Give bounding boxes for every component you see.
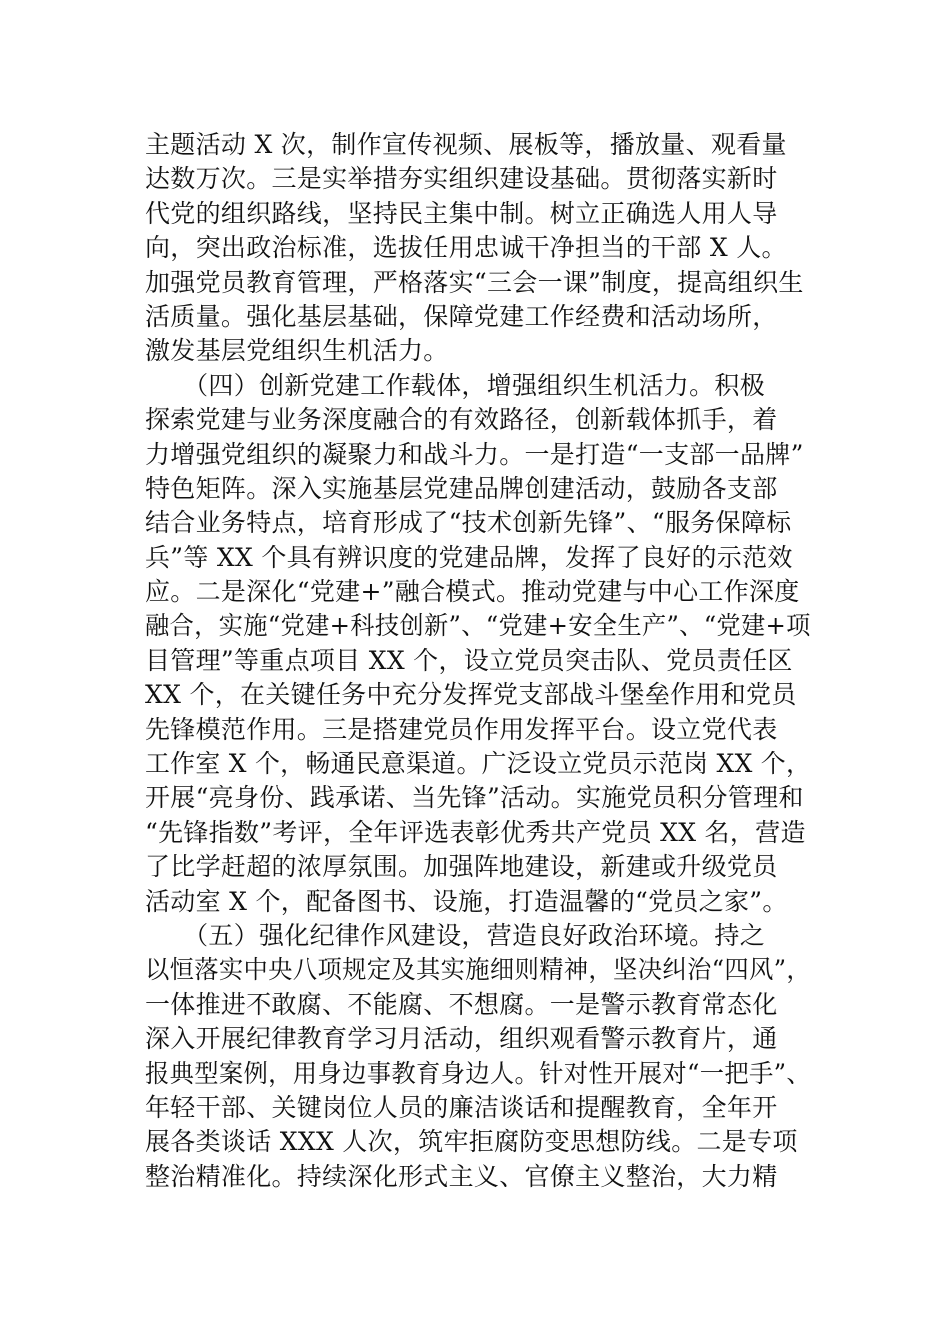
text-line: 达数万次。三是实举措夯实组织建设基础。贯彻落实新时 — [145, 164, 778, 194]
text-line: 激发基层党组织生机活力。 — [145, 336, 449, 366]
text-line: 目管理”等重点项目 XX 个，设立党员突击队、党员责任区 — [145, 645, 793, 675]
text-line: 活质量。强化基层基础，保障党建工作经费和活动场所， — [145, 301, 778, 331]
text-line: 报典型案例，用身边事教育身边人。针对性开展对“一把手”、 — [145, 1058, 811, 1088]
text-line: 探索党建与业务深度融合的有效路径，创新载体抓手，着 — [145, 405, 778, 435]
text-line: 主题活动 X 次，制作宣传视频、展板等，播放量、观看量 — [145, 130, 787, 159]
text-line: 活动室 X 个，配备图书、设施，打造温馨的“党员之家”。 — [145, 886, 788, 916]
text-line: 特色矩阵。深入实施基层党建品牌创建活动，鼓励各支部 — [145, 473, 778, 503]
text-line: 整治精准化。持续深化形式主义、官僚主义整治，大力精 — [145, 1161, 778, 1191]
text-line: 加强党员教育管理，严格落实“三会一课”制度，提高组织生 — [145, 267, 804, 297]
text-line: 融合，实施“党建+科技创新”、“党建+安全生产”、“党建+项 — [145, 611, 811, 641]
text-line: 兵”等 XX 个具有辨识度的党建品牌，发挥了良好的示范效 — [145, 542, 793, 572]
text-line: 应。二是深化“党建+”融合模式。推动党建与中心工作深度 — [145, 577, 800, 607]
body-text — [145, 128, 811, 1194]
text-line: XX 个，在关键任务中充分发挥党支部战斗堡垒作用和党员 — [145, 680, 797, 710]
text-line: 深入开展纪律教育学习月活动，组织观看警示教育片，通 — [145, 1024, 778, 1054]
text-line: 年轻干部、关键岗位人员的廉洁谈话和提醒教育，全年开 — [145, 1092, 778, 1122]
text-line: 开展“亮身份、践承诺、当先锋”活动。实施党员积分管理和 — [145, 783, 804, 813]
text-line: 向，突出政治标准，选拔任用忠诚干净担当的干部 X 人。 — [145, 233, 787, 263]
text-line: 展各类谈话 XXX 人次，筑牢拒腐防变思想防线。二是专项 — [145, 1127, 798, 1157]
text-line: 以恒落实中央八项规定及其实施细则精神，坚决纠治“四风”， — [145, 955, 811, 985]
text-line: 了比学赶超的浓厚氛围。加强阵地建设，新建或升级党员 — [145, 852, 778, 882]
text-line: 结合业务特点，培育形成了“技术创新先锋”、“服务保障标 — [145, 508, 792, 538]
section-heading-5: （五）强化纪律作风建设，营造良好政治环境。持之 — [145, 920, 766, 950]
text-line: 代党的组织路线，坚持民主集中制。树立正确选人用人导 — [145, 198, 778, 228]
text-line: 工作室 X 个，畅通民意渠道。广泛设立党员示范岗 XX 个， — [145, 749, 812, 779]
section-heading-4: （四）创新党建工作载体，增强组织生机活力。积极 — [145, 370, 766, 400]
text-line: 先锋模范作用。三是搭建党员作用发挥平台。设立党代表 — [145, 714, 778, 744]
text-line: “先锋指数”考评，全年评选表彰优秀共产党员 XX 名，营造 — [145, 817, 806, 847]
text-line: 力增强党组织的凝聚力和战斗力。一是打造“一支部一品牌” — [145, 439, 804, 469]
text-line: 一体推进不敢腐、不能腐、不想腐。一是警示教育常态化 — [145, 989, 778, 1019]
